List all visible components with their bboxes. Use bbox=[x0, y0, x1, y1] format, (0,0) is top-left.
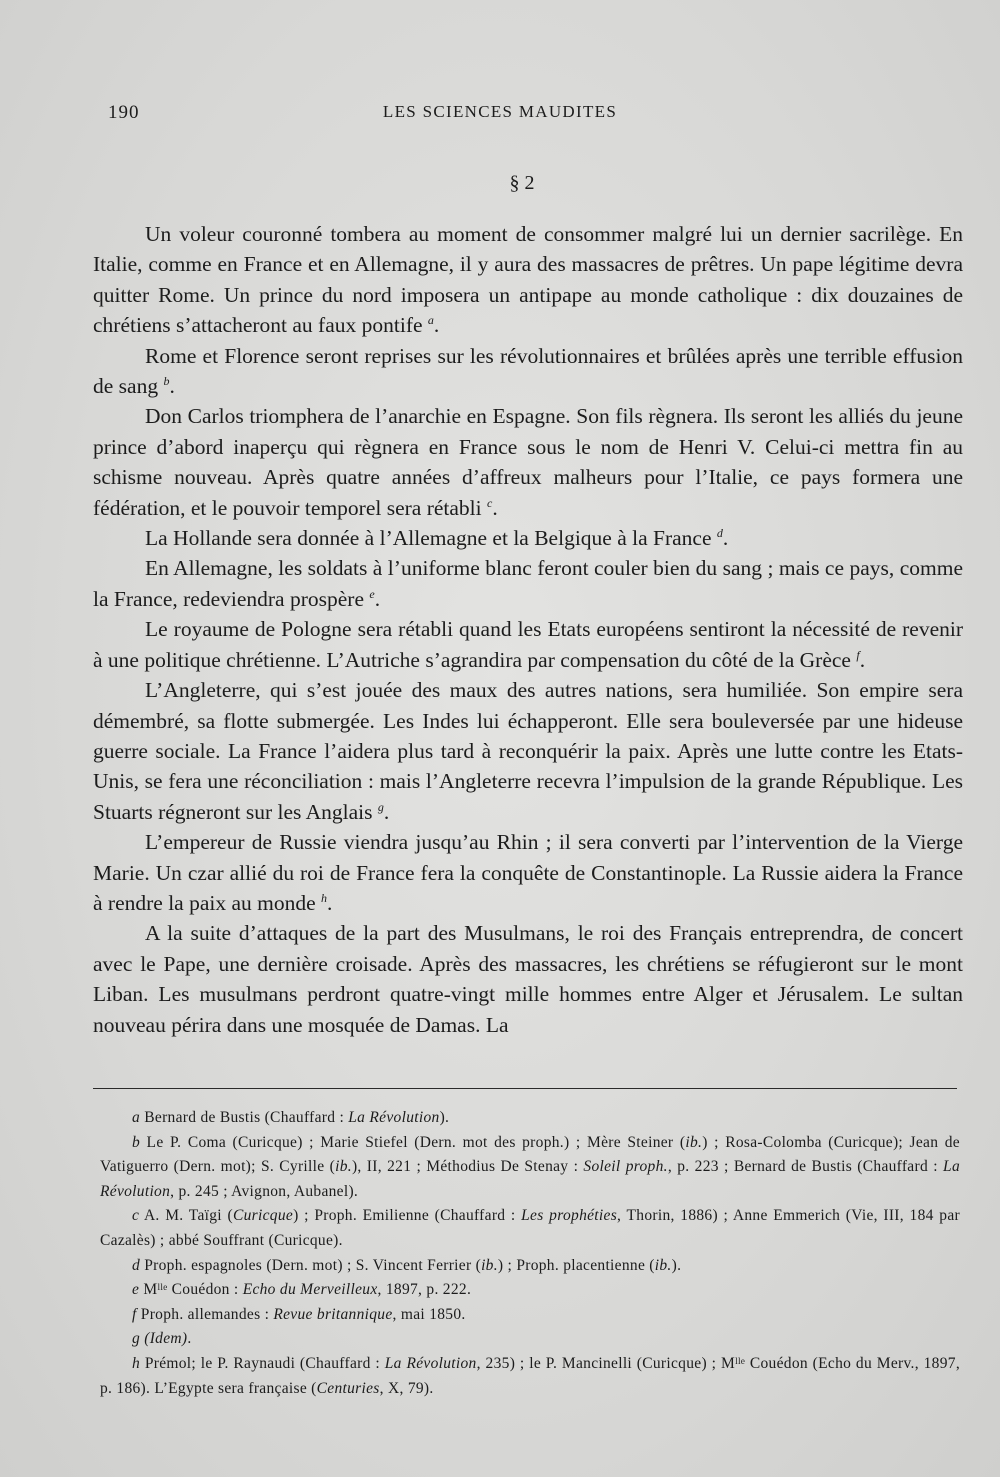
footnote-text: ) ; Proph. placentienne ( bbox=[497, 1256, 655, 1274]
paragraph-text: Don Carlos triomphera de l’anarchie en Espagne. Son fils règnera. Ils seront les alliés du jeune prince d’abord inaperçu qui règnera en France sous le nom de Henri V. Celui-ci mettra fin au schisme nouveau. Après quatre années d’affreux malheurs pour l’Italie, ce pays formera une fédération, et le pouvoir temporel sera rétabli bbox=[93, 404, 963, 520]
footnote-italic-text: (Idem) bbox=[144, 1330, 188, 1348]
footnote-reference[interactable]: b bbox=[163, 373, 170, 388]
section-heading: § 2 bbox=[509, 172, 535, 194]
footnote bbox=[100, 1254, 960, 1279]
footnote-text: , p. 245 ; Avignon, Aubanel). bbox=[170, 1182, 359, 1200]
footnote-text: ). bbox=[439, 1109, 450, 1126]
footnote-italic-text: ib. bbox=[335, 1158, 352, 1176]
footnote-italic-text: Echo du Merveilleux bbox=[242, 1281, 378, 1299]
footnote-italic-text: Centuries bbox=[316, 1379, 380, 1397]
footnote-italic-text: La Révolution bbox=[384, 1354, 477, 1372]
footnote-mark: b bbox=[132, 1133, 141, 1151]
paragraph bbox=[93, 553, 963, 614]
page-number: 190 bbox=[108, 102, 140, 123]
footnote bbox=[100, 1204, 960, 1253]
paragraph-text: L’empereur de Russie viendra jusqu’au Rhin ; il sera converti par l’intervention de la Vierge Marie. Un czar allié du roi de France fera la conquête de Constantinople. La Russie aidera la France à rendre la paix au monde bbox=[93, 830, 963, 915]
paragraph bbox=[93, 401, 963, 523]
paragraph-end: . bbox=[169, 374, 175, 399]
paragraph bbox=[93, 341, 963, 402]
footnote bbox=[100, 1303, 960, 1328]
paragraph-end: . bbox=[722, 526, 729, 551]
paragraph-end: . bbox=[383, 799, 390, 824]
footnote-text: ) ; Rosa-Colomba (Curicque); Jean de Vatiguerro (Dern. mot); S. Cyrille ( bbox=[100, 1133, 960, 1176]
footnote-reference[interactable]: a bbox=[427, 313, 434, 328]
footnote-text: ), II, 221 ; Méthodius De Stenay : bbox=[351, 1158, 584, 1176]
footnote-text: , mai 1850. bbox=[392, 1305, 466, 1323]
footnote-reference[interactable]: e bbox=[369, 586, 375, 601]
footnote-italic-text: Revue britannique bbox=[273, 1305, 393, 1323]
footnote bbox=[100, 1106, 960, 1131]
paragraph bbox=[93, 219, 963, 341]
footnote-reference[interactable]: h bbox=[321, 890, 328, 905]
paragraph-end: . bbox=[433, 313, 440, 338]
paragraph-end: . bbox=[492, 495, 498, 520]
paragraph bbox=[93, 827, 963, 918]
paragraph bbox=[93, 614, 963, 675]
paragraph-text: La Hollande sera donnée à l’Allemagne et la Belgique à la France bbox=[145, 526, 712, 551]
footnote-mark: c bbox=[132, 1207, 140, 1225]
footnote-text: . bbox=[187, 1330, 192, 1348]
footnote-italic-text: Curicque bbox=[232, 1207, 294, 1225]
footnote-mark: d bbox=[132, 1256, 141, 1274]
paragraph-text: L’Angleterre, qui s’est jouée des maux des autres nations, sera humiliée. Son empire sera démembré, sa flotte submergée. Les Indes lui échapperont. Elle sera bouleversée par une hideuse guerre sociale. La France l’aidera plus tard à reconquérir la paix. Après une lutte contre les Etats-Unis, se fera une réconciliation : mais l’Angleterre recevra l’impulsion de la grande République. Les Stuarts régneront sur les Anglais bbox=[93, 678, 963, 824]
footnote-mark: e bbox=[132, 1281, 140, 1299]
footnote-text: , X, 79). bbox=[379, 1379, 434, 1397]
paragraph-text: Le royaume de Pologne sera rétabli quand les Etats européens sentiront la nécessité de revenir à une politique chrétienne. L’Autriche s’agrandira par compensation du côté de la Grèce bbox=[93, 617, 963, 672]
footnote-italic-text: ib. bbox=[654, 1256, 672, 1274]
paragraph-end: . bbox=[327, 890, 333, 915]
footnote-text: A. M. Taïgi ( bbox=[143, 1207, 233, 1225]
footnote-text: ). bbox=[671, 1256, 682, 1274]
footnote-italic-text: La Révolution bbox=[100, 1158, 961, 1200]
footnote bbox=[100, 1278, 960, 1303]
paragraph-end: . bbox=[859, 647, 866, 672]
footnote-text: , 1897, p. 222. bbox=[377, 1281, 472, 1299]
page-header bbox=[0, 102, 1000, 128]
running-title: LES SCIENCES MAUDITES bbox=[382, 102, 618, 121]
footnote-text: , p. 223 ; Bernard de Bustis (Chauffard : bbox=[667, 1158, 944, 1176]
paragraph-text: A la suite d’attaques de la part des Musulmans, le roi des Français entreprendra, de concert avec le Pape, une dernière croisade. Après des massacres, les chrétiens se réfugieront sur le mont Liban. Les musulmans perdront quatre-vingt mille hommes entre Alger et Jérusalem. Le sultan nouveau périra dans une mosquée de Damas. La bbox=[93, 921, 963, 1037]
footnote-text: Proph. allemandes : bbox=[140, 1305, 274, 1323]
footnote-mark: a bbox=[132, 1109, 141, 1126]
footnote-reference[interactable]: g bbox=[377, 799, 384, 814]
footnote-reference[interactable]: c bbox=[487, 495, 493, 510]
footnote-text: ) ; Proph. Emilienne (Chauffard : bbox=[293, 1207, 522, 1225]
footnote-divider bbox=[93, 1088, 957, 1089]
paragraph bbox=[93, 918, 963, 1040]
footnote-italic-text: Soleil proph. bbox=[583, 1158, 668, 1176]
footnote-text: Prémol; le P. Raynaudi (Chauffard : bbox=[144, 1354, 385, 1372]
footnote-italic-text: La Révolution bbox=[348, 1109, 440, 1126]
paragraph-text: En Allemagne, les soldats à l’uniforme blanc feront couler bien du sang ; mais ce pays, comme la France, redeviendra prospère bbox=[93, 556, 963, 611]
footnote-text: Le P. Coma (Curicque) ; Marie Stiefel (Dern. mot des proph.) ; Mère Steiner ( bbox=[146, 1133, 686, 1151]
footnote-italic-text: ib. bbox=[481, 1256, 498, 1274]
footnote-mark: g bbox=[132, 1330, 141, 1348]
footnote-italic-text: ib. bbox=[685, 1133, 703, 1151]
footnote bbox=[100, 1352, 960, 1401]
footnote-mark: h bbox=[132, 1354, 141, 1372]
footnote-text: , 235) ; le P. Mancinelli (Curicque) ; Mˡˡᵉ Couédon (Echo du Merv., 1897, p. 186). L’Egypte sera française ( bbox=[100, 1354, 960, 1397]
paragraph-end: . bbox=[374, 586, 381, 611]
paragraph-text: Rome et Florence seront reprises sur les révolutionnaires et brûlées après une terrible effusion de sang bbox=[93, 343, 963, 399]
footnote-mark: f bbox=[132, 1305, 137, 1323]
body-text bbox=[93, 219, 963, 1040]
footnote-italic-text: Les prophéties bbox=[521, 1207, 618, 1225]
paragraph bbox=[93, 523, 963, 553]
footnotes bbox=[100, 1106, 960, 1401]
footnote-text: Mˡˡᵉ Couédon : bbox=[143, 1281, 243, 1299]
footnote-text: , Thorin, 1886) ; Anne Emmerich (Vie, III, 184 par Cazalès) ; abbé Souffrant (Curicque). bbox=[100, 1207, 960, 1249]
footnote bbox=[100, 1131, 960, 1205]
footnote-reference[interactable]: f bbox=[856, 647, 860, 662]
footnote bbox=[100, 1327, 960, 1352]
paragraph-text: Un voleur couronné tombera au moment de consommer malgré lui un dernier sacrilège. En Italie, comme en France et en Allemagne, il y aura des massacres de prêtres. Un pape légitime devra quitter Rome. Un prince du nord imposera un antipape au monde catholique : dix douzaines de chrétiens s’attacheront au faux pontife bbox=[93, 222, 963, 338]
footnote-text: Proph. espagnoles (Dern. mot) ; S. Vincent Ferrier ( bbox=[144, 1256, 482, 1274]
footnote-text: Bernard de Bustis (Chauffard : bbox=[144, 1109, 349, 1126]
paragraph bbox=[93, 675, 963, 827]
footnote-reference[interactable]: d bbox=[716, 525, 723, 540]
